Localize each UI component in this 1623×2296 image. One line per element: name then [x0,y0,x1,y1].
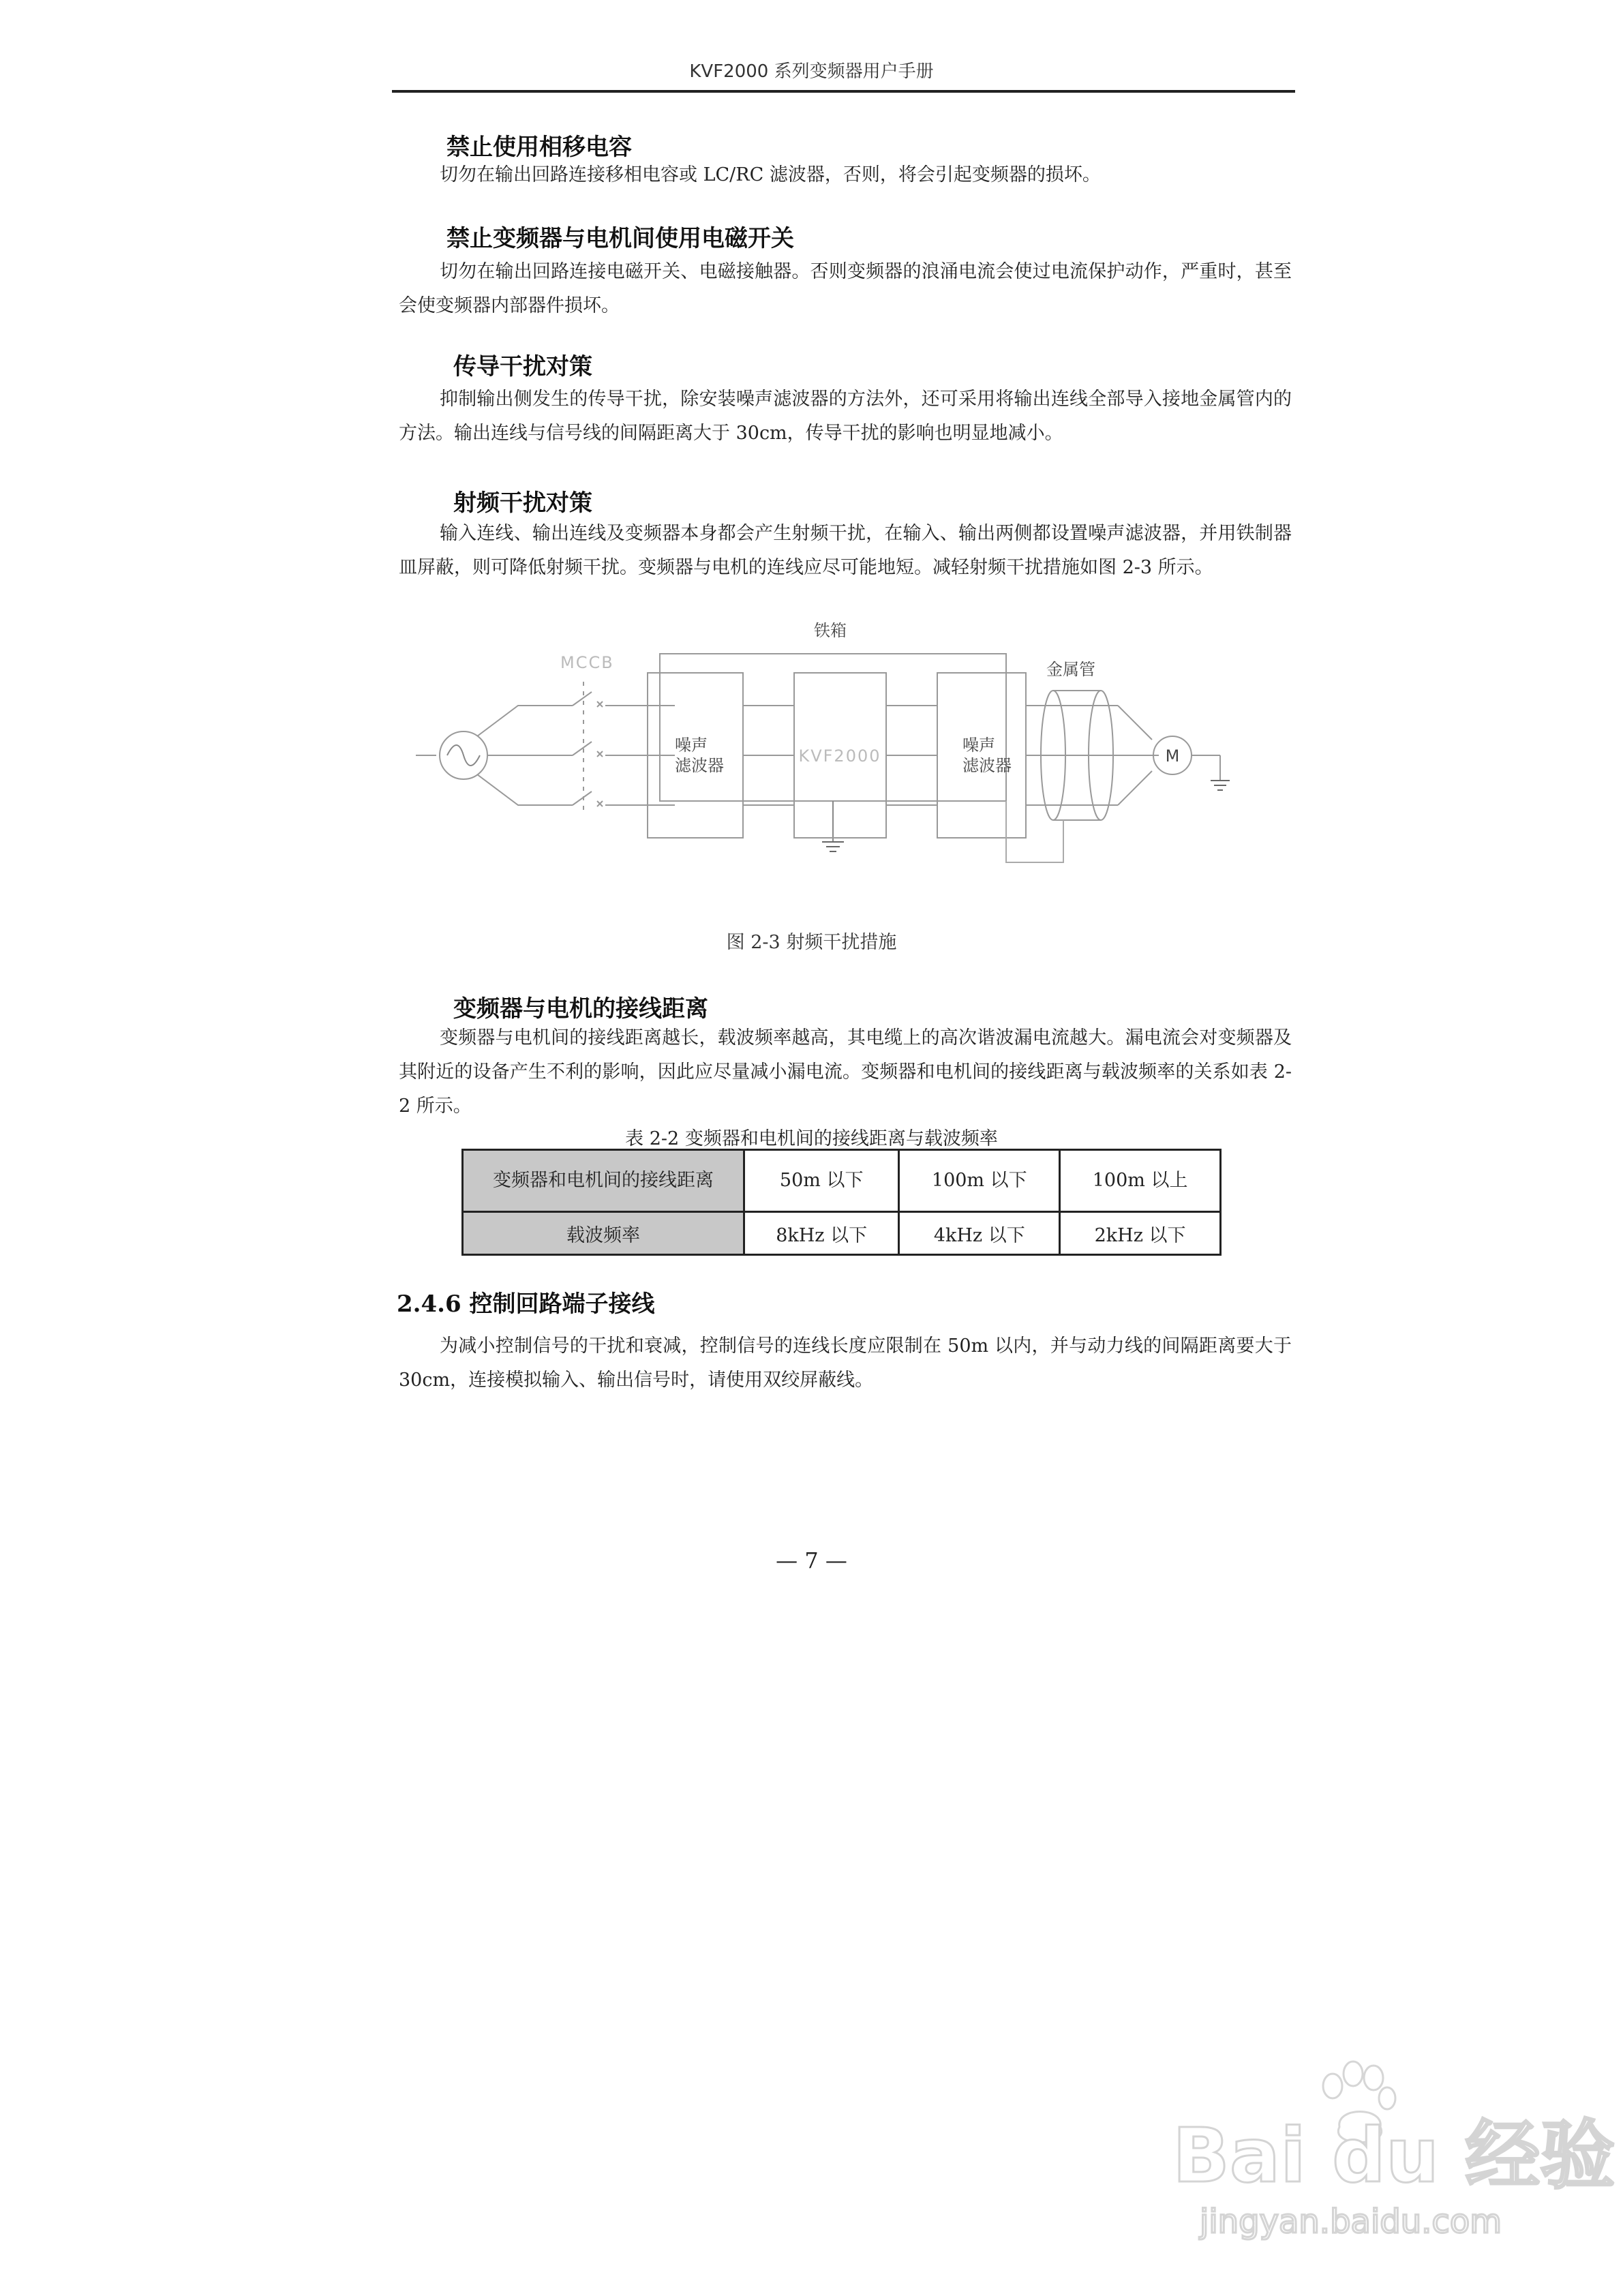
svg-text:M: M [1165,746,1180,766]
svg-text:KVF2000: KVF2000 [798,746,881,766]
header-rule [392,90,1295,93]
para-wiring-distance: 变频器与电机间的接线距离越长，载波频率越高，其电缆上的高次谐波漏电流越大。漏电流会对变频器及其附近的设备产生不利的影响，因此应尽量减小漏电流。变频器和电机间的接线距离与载波频率的关系如表 2-2 所示。 [399,1027,1292,1117]
table-header-distance: 变频器和电机间的接线距离 [463,1150,744,1212]
table-header-frequency: 载波频率 [463,1212,744,1255]
svg-text:jingyan.baidu.com: jingyan.baidu.com [1200,2203,1502,2241]
table-cell: 100m 以上 [1060,1150,1221,1212]
mccb-breaker-icon [573,682,603,815]
output-noise-filter [937,673,1026,838]
svg-text:噪声: 噪声 [962,736,995,755]
figure-caption: 图 2-3 射频干扰措施 [726,932,897,953]
table-cell: 4kHz 以下 [899,1212,1060,1255]
table-row [463,1212,1221,1255]
running-header: KVF2000 系列变频器用户手册 [689,61,934,82]
table-cell: 50m 以下 [744,1150,899,1212]
para-control-wiring: 为减小控制信号的干扰和衰减，控制信号的连线长度应限制在 50m 以内，并与动力线的间隔距离要大于 30cm，连接模拟输入、输出信号时，请使用双绞屏蔽线。 [399,1335,1292,1391]
heading-phase-capacitor: 禁止使用相移电容 [446,134,632,161]
distance-frequency-table [461,1149,1222,1256]
section-heading-246: 2.4.6 控制回路端子接线 [397,1290,655,1318]
heading-rf-interference: 射频干扰对策 [453,489,592,517]
iron-box [660,654,1006,801]
table-row [463,1150,1221,1212]
heading-wiring-distance: 变频器与电机的接线距离 [453,995,708,1023]
para-conducted-interference: 抑制输出侧发生的传导干扰，除安装噪声滤波器的方法外，还可采用将输出连线全部导入接地金属管内的方法。输出连线与信号线的间隔距离大于 30cm，传导干扰的影响也明显地减小。 [399,389,1292,444]
iron-box-label: 铁箱 [814,621,847,640]
heading-conducted-interference: 传导干扰对策 [453,353,592,380]
table-cell: 2kHz 以下 [1060,1212,1221,1255]
mccb-label: MCCB [560,653,614,672]
table-cell: 100m 以下 [899,1150,1060,1212]
svg-text:滤波器: 滤波器 [675,756,724,775]
table-cell: 8kHz 以下 [744,1212,899,1255]
metal-pipe-label: 金属管 [1046,660,1095,679]
baidu-jingyan-watermark-icon [1159,2045,1616,2250]
svg-text:滤波器: 滤波器 [962,756,1012,775]
page-number: — 7 — [776,1547,847,1573]
rf-interference-diagram [409,617,1241,917]
para-phase-capacitor: 切勿在输出回路连接移相电容或 LC/RC 滤波器，否则，将会引起变频器的损坏。 [440,164,1101,185]
para-magnetic-switch: 切勿在输出回路连接电磁开关、电磁接触器。否则变频器的浪涌电流会使过电流保护动作，严重时，甚至会使变频器内部器件损坏。 [399,261,1292,316]
table-caption: 表 2-2 变频器和电机间的接线距离与载波频率 [625,1128,998,1149]
svg-text:噪声: 噪声 [675,736,708,755]
svg-text:Bai du 经验: Bai du 经验 [1172,2112,1616,2199]
heading-magnetic-switch: 禁止变频器与电机间使用电磁开关 [446,225,794,252]
para-rf-interference: 输入连线、输出连线及变频器本身都会产生射频干扰，在输入、输出两侧都设置噪声滤波器，并用铁制器皿屏蔽，则可降低射频干扰。变频器与电机的连线应尽可能地短。减轻射频干扰措施如图 2-3 所示。 [399,523,1292,578]
